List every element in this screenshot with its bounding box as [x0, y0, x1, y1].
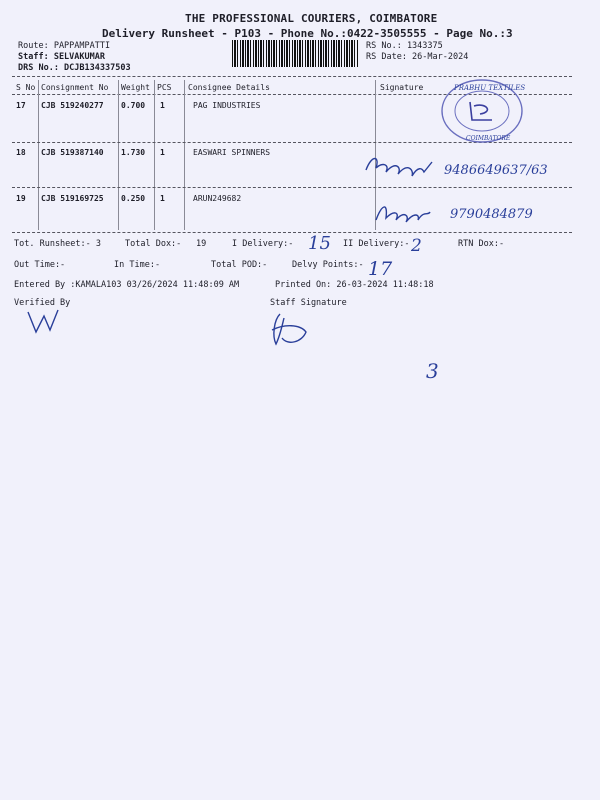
runsheet-title: Delivery Runsheet - P103 - Phone No.:0422-3505555 - Page No.:3	[102, 27, 513, 40]
drs-number: DRS No.: DCJB134337503	[18, 63, 131, 73]
delvy-points-label: Delvy Points:-	[292, 260, 364, 270]
table-row-consignee: PAG INDUSTRIES	[193, 101, 261, 110]
i-delivery-value	[306, 230, 336, 254]
delvy-points-value-text: 17	[368, 258, 393, 280]
verified-by-label: Verified By	[14, 298, 71, 308]
table-row-sno: 19	[16, 194, 26, 203]
row-19-rule	[12, 232, 572, 233]
route-label: Route: PAPPAMPATTI	[18, 41, 111, 51]
entered-by: Entered By :KAMALA103 03/26/2024 11:48:09 AM	[14, 280, 240, 290]
staff-label: Staff: SELVAKUMAR	[18, 52, 105, 62]
table-row-consignment: CJB 519169725	[41, 194, 104, 203]
row-18-rule	[12, 187, 572, 188]
out-time-label: Out Time:-	[14, 260, 66, 270]
table-row-weight: 1.730	[121, 148, 146, 157]
table-row-pcs: 1	[160, 194, 165, 203]
total-dox-label: Total Dox:-	[125, 239, 182, 249]
staff-signature	[266, 310, 312, 350]
signature-row-18-phone: 9486649637/63	[444, 163, 548, 178]
table-row-sno: 18	[16, 148, 26, 157]
table-row-consignee: ARUN249682	[193, 194, 242, 203]
table-row-consignment: CJB 519387140	[41, 148, 104, 157]
delvy-points-value	[366, 254, 396, 280]
col-sep-1	[38, 80, 39, 230]
col-sep-2	[118, 80, 119, 230]
col-sep-3	[154, 80, 155, 230]
ii-delivery-value-text: 2	[411, 236, 422, 256]
rs-number: RS No.: 1343375	[366, 41, 443, 51]
signature-row-19-phone: 9790484879	[450, 207, 533, 222]
rtn-dox-label: RTN Dox:-	[458, 239, 505, 249]
page-mark-text: 3	[426, 359, 439, 383]
company-title: THE PROFESSIONAL COURIERS, COIMBATORE	[185, 12, 438, 25]
table-row-pcs: 1	[160, 101, 165, 110]
ii-delivery-label: II Delivery:-	[343, 239, 410, 249]
i-delivery-value-text: 15	[308, 233, 331, 254]
table-row-pcs: 1	[160, 148, 165, 157]
col-header-signature: Signature	[380, 83, 424, 92]
stamp-bottom-text: COIMBATORE	[466, 135, 511, 142]
table-row-consignment: CJB 519240277	[41, 101, 104, 110]
col-header-weight: Weight	[121, 83, 150, 92]
page-mark	[424, 354, 450, 384]
table-row-weight: 0.700	[121, 101, 146, 110]
stamp-ring-text: PRABHU TEXTILES	[454, 84, 526, 92]
table-row-consignee: EASWARI SPINNERS	[193, 148, 271, 157]
col-header-consignment: Consignment No	[41, 83, 109, 92]
col-sep-4	[184, 80, 185, 230]
tot-runsheet: Tot. Runsheet:- 3	[14, 239, 101, 249]
total-pod-label: Total POD:-	[211, 260, 268, 270]
staff-signature-label: Staff Signature	[270, 298, 347, 308]
signature-row-19	[372, 196, 562, 230]
col-header-sno: S No	[16, 83, 36, 92]
i-delivery-label: I Delivery:-	[232, 239, 294, 249]
col-header-pcs: PCS	[157, 83, 172, 92]
table-row-weight: 0.250	[121, 194, 146, 203]
printed-on: Printed On: 26-03-2024 11:48:18	[275, 280, 434, 290]
rs-date: RS Date: 26-Mar-2024	[366, 52, 469, 62]
company-stamp	[436, 76, 528, 146]
verified-by-signature	[24, 306, 64, 336]
signature-row-18	[362, 150, 552, 184]
total-dox-value: 19	[196, 239, 207, 249]
ii-delivery-value	[409, 234, 433, 256]
in-time-label: In Time:-	[114, 260, 161, 270]
table-row-sno: 17	[16, 101, 26, 110]
col-header-consignee: Consignee Details	[188, 83, 270, 92]
barcode	[232, 40, 358, 67]
